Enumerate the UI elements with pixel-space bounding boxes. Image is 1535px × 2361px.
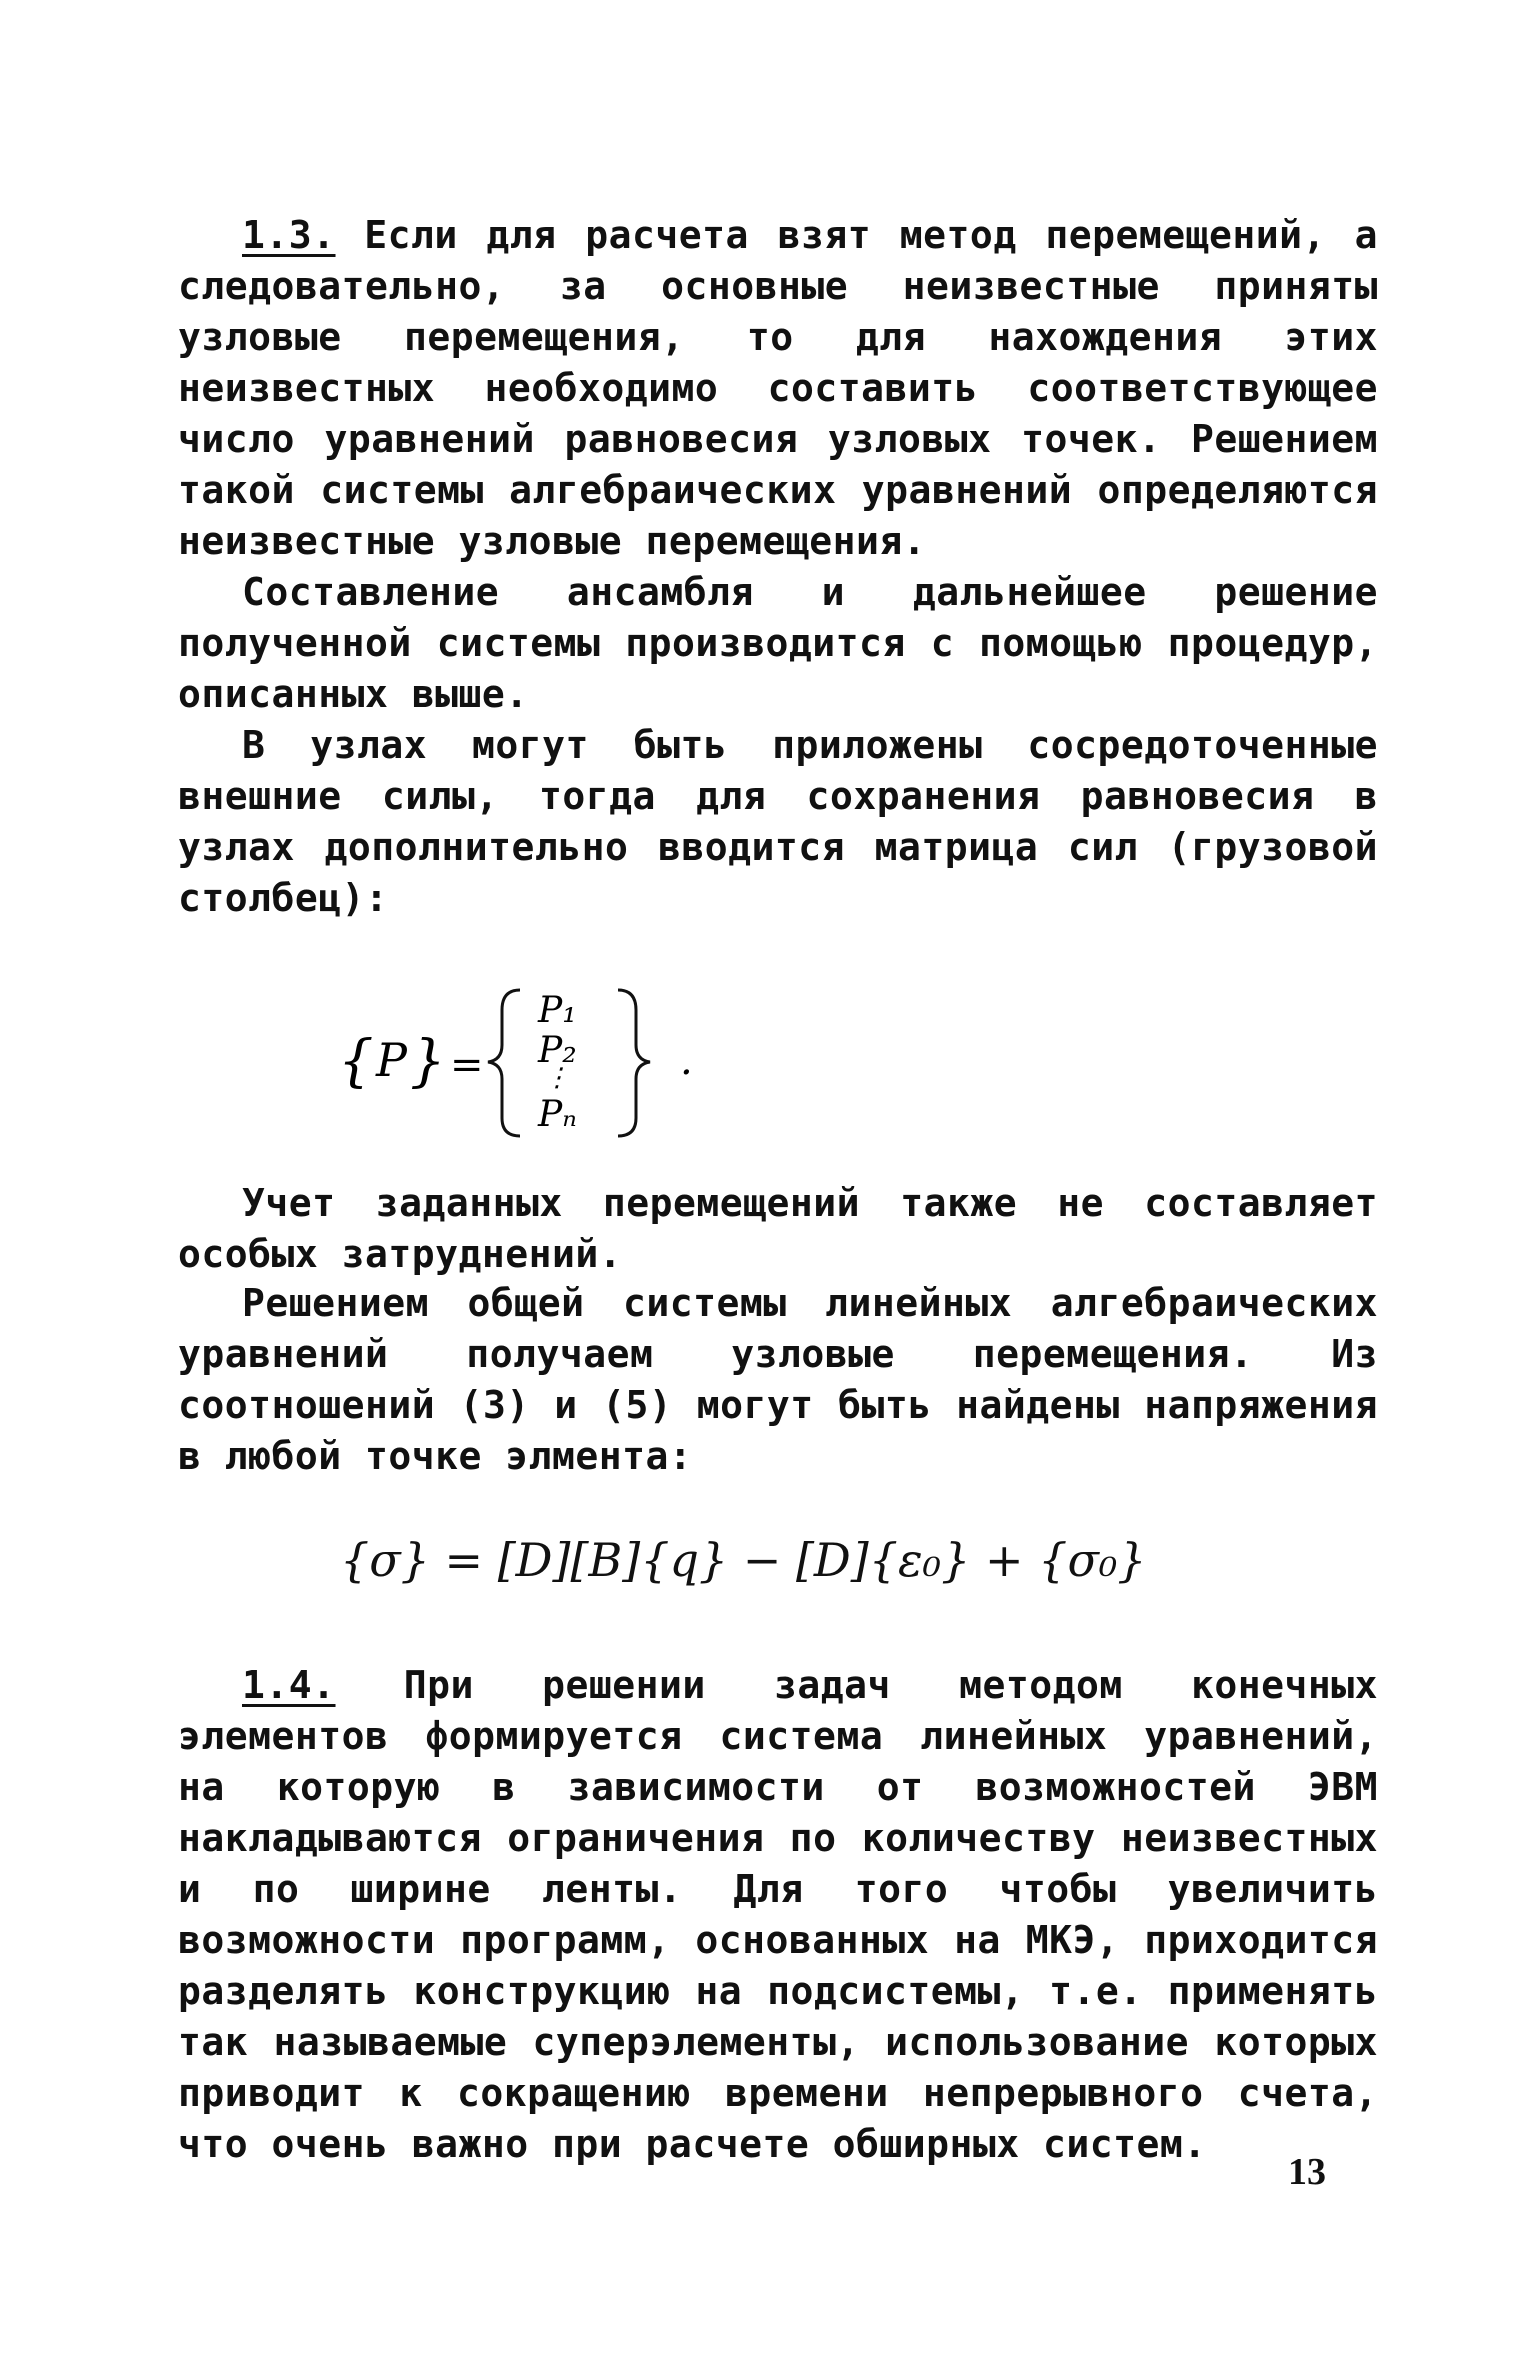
vector-entry-dots: ⋮ [544,1063,570,1093]
page-number: 13 [1288,2151,1326,2193]
section-1-4-paragraph [178,1660,1378,2170]
stress-formula [340,1520,1147,1600]
section-number-1-3: 1.3. [242,213,336,257]
vector-entry-1: P₁ [538,990,577,1031]
section-1-4-p1-text: При решении задач методом конечных элементов формируется система линейных уравнений, на которую в зависимости от возможностей ЭВМ накладываются ограничения по количеству неизвестных и по ширине ленты. Для того чтобы увеличить возможности программ, основанных на МКЭ, приходится разделять конструкцию на подсистемы, т.е. применять так называемые суперэлементы, использование которых приводит к сокращению времени непрерывного счета, что очень важно при расчете обширных систем. [178,1663,1378,2166]
section-1-3-paragraph-4: Учет заданных перемещений также не составляет особых затруднений. [178,1181,1378,1276]
lhs-open-brace: { [338,1029,374,1094]
vector-entry-2: P₂ [538,1030,577,1071]
big-left-brace [488,990,520,1136]
load-vector-svg [330,970,710,1150]
load-vector-formula [330,970,710,1150]
lhs-close-brace: } [410,1029,446,1094]
vector-entry-n: Pₙ [538,1094,577,1135]
section-number-1-4: 1.4. [242,1663,336,1707]
stress-formula-text: {σ} = [D][B]{q} − [D]{ε₀} + {σ₀} [340,1533,1147,1587]
section-1-3-paragraph-2: Составление ансамбля и дальнейшее решение полученной системы производится с помощью процедур, описанных выше. [178,570,1378,716]
equals-sign: = [450,1042,484,1088]
lhs-p-symbol: P [376,1033,407,1087]
section-1-3-paragraph-1 [178,210,1378,567]
section-1-3-paragraph-3: В узлах могут быть приложены сосредоточенные внешние силы, тогда для сохранения равновесия в узлах дополнительно вводится матрица сил (грузовой столбец): [178,723,1378,920]
section-1-3-p1-text: Если для расчета взят метод перемещений, а следовательно, за основные неизвестные приняты узловые перемещения, то для нахождения этих неизвестных необходимо составить соответствующее число уравнений равновесия узловых точек. Решением такой системы алгебраических уравнений определяются неизвестные узловые перемещения. [178,213,1378,563]
formula-period: . [680,1038,693,1084]
big-right-brace [618,990,650,1136]
section-1-3-paragraph-5: Решением общей системы линейных алгебраических уравнений получаем узловые перемещения. Из соотношений (3) и (5) могут быть найдены напряжения в любой точке элмента: [178,1281,1378,1478]
